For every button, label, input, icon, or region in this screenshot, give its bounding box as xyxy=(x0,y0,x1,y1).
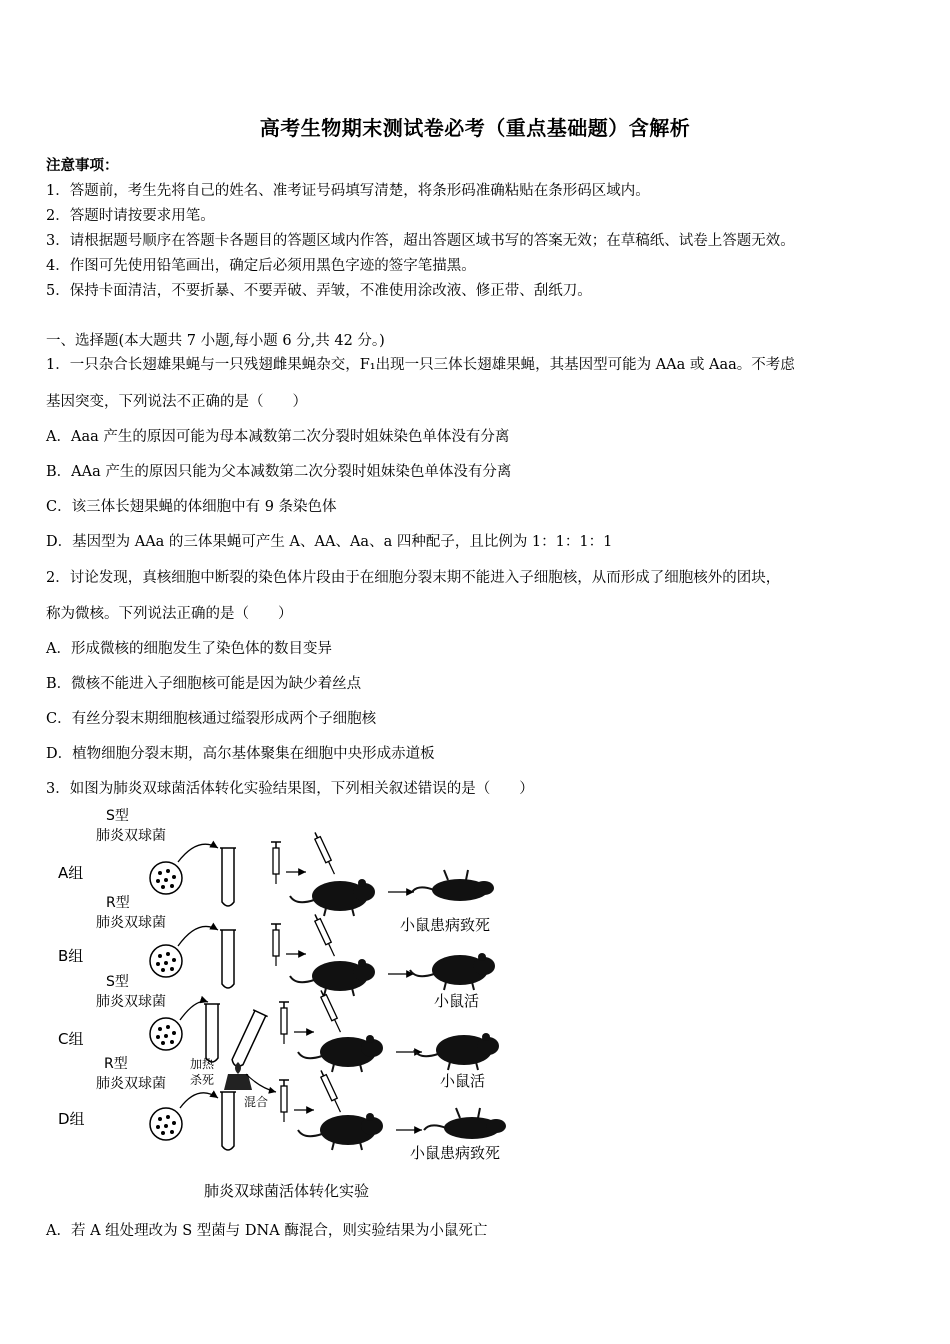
section-heading: 一、选择题(本大题共 7 小题,每小题 6 分,共 42 分。) xyxy=(46,333,385,349)
dead-mouse-icon xyxy=(412,870,494,901)
result-label-d: 小鼠患病致死 xyxy=(410,1144,501,1162)
group-label-b: B组 xyxy=(58,947,84,965)
s-bacteria-label: 肺炎双球菌 xyxy=(96,828,166,844)
petri-dish-icon xyxy=(150,862,182,894)
injection-syringe-icon xyxy=(315,832,335,874)
result-label-a: 小鼠患病致死 xyxy=(400,916,491,934)
test-tube-icon xyxy=(220,848,236,906)
r-type-label: R型 xyxy=(104,1056,128,1072)
mouse-icon xyxy=(414,1033,499,1070)
mouse-icon xyxy=(298,1035,383,1072)
petri-dish-icon xyxy=(150,945,182,977)
injection-syringe-icon xyxy=(321,990,341,1032)
notice-item: 1．答题前，考生先将自己的姓名、准考证号码填写清楚，将条形码准确粘贴在条形码区域内。 xyxy=(46,183,650,199)
syringe-icon xyxy=(271,924,281,966)
result-label-b: 小鼠活 xyxy=(434,992,480,1010)
mouse-icon xyxy=(410,953,495,990)
notice-item: 4．作图可先使用铅笔画出，确定后必须用黑色字迹的签字笔描黑。 xyxy=(46,258,476,274)
question-2-option-a: A．形成微核的细胞发生了染色体的数目变异 xyxy=(46,641,332,657)
group-label-d: D组 xyxy=(58,1110,85,1128)
r-type-label: R型 xyxy=(106,895,130,911)
dead-mouse-icon xyxy=(424,1108,506,1139)
question-3-option-a: A．若 A 组处理改为 S 型菌与 DNA 酶混合，则实验结果为小鼠死亡 xyxy=(46,1223,488,1239)
injection-syringe-icon xyxy=(321,1070,341,1112)
s-type-label: S型 xyxy=(106,974,129,990)
test-tube-icon xyxy=(204,1004,220,1062)
kill-label: 杀死 xyxy=(190,1073,215,1087)
question-1-option-b: B．AAa 产生的原因只能为父本减数第二次分裂时姐妹染色单体没有分离 xyxy=(46,464,512,480)
question-1-option-a: A．Aaa 产生的原因可能为母本减数第二次分裂时姐妹染色单体没有分离 xyxy=(46,429,510,445)
question-1-stem-cont: 基因突变，下列说法不正确的是（ ） xyxy=(46,394,307,410)
syringe-icon xyxy=(279,1002,289,1044)
r-bacteria-label: 肺炎双球菌 xyxy=(96,1076,166,1092)
injection-syringe-icon xyxy=(315,914,335,956)
mouse-icon xyxy=(290,879,375,916)
group-label-c: C组 xyxy=(58,1030,84,1048)
mix-label: 混合 xyxy=(244,1095,269,1109)
s-bacteria-label: 肺炎双球菌 xyxy=(96,994,166,1010)
document-title: 高考生物期末测试卷必考（重点基础题）含解析 xyxy=(259,116,691,140)
transformation-experiment-figure xyxy=(48,806,528,1206)
question-1-option-d: D．基因型为 AAa 的三体果蝇可产生 A、AA、Aa、a 四种配子，且比例为 1：1：1：1 xyxy=(46,534,613,550)
result-label-c: 小鼠活 xyxy=(440,1072,486,1090)
question-2-stem-cont: 称为微核。下列说法正确的是（ ） xyxy=(46,606,293,622)
question-2-stem: 2．讨论发现，真核细胞中断裂的染色体片段由于在细胞分裂末期不能进入子细胞核，从而形成了细胞核外的团块， xyxy=(46,570,781,586)
question-3-stem: 3．如图为肺炎双球菌活体转化实验结果图，下列相关叙述错误的是（ ） xyxy=(46,781,534,797)
r-bacteria-label: 肺炎双球菌 xyxy=(96,915,166,931)
syringe-icon xyxy=(279,1080,289,1122)
test-tube-icon xyxy=(220,1092,236,1150)
figure-caption: 肺炎双球菌活体转化实验 xyxy=(204,1182,370,1200)
notice-item: 2．答题时请按要求用笔。 xyxy=(46,208,215,224)
petri-dish-icon xyxy=(150,1018,182,1050)
notice-item: 5．保持卡面清洁，不要折暴、不要弄破、弄皱，不准使用涂改液、修正带、刮纸刀。 xyxy=(46,283,592,299)
question-2-option-c: C．有丝分裂末期细胞核通过缢裂形成两个子细胞核 xyxy=(46,711,377,727)
syringe-icon xyxy=(271,842,281,884)
question-2-option-d: D．植物细胞分裂末期，高尔基体聚集在细胞中央形成赤道板 xyxy=(46,746,435,762)
notice-heading: 注意事项： xyxy=(46,157,119,174)
mouse-icon xyxy=(290,959,375,996)
notice-item: 3．请根据题号顺序在答题卡各题目的答题区域内作答，超出答题区域书写的答案无效；在草稿纸、试卷上答题无效。 xyxy=(46,233,795,249)
petri-dish-icon xyxy=(150,1108,182,1140)
question-2-option-b: B．微核不能进入子细胞核可能是因为缺少着丝点 xyxy=(46,676,362,692)
tilted-test-tube-icon xyxy=(229,1010,268,1069)
question-1-option-c: C．该三体长翅果蝇的体细胞中有 9 条染色体 xyxy=(46,499,337,515)
test-tube-icon xyxy=(220,930,236,988)
group-label-a: A组 xyxy=(58,864,84,882)
s-type-label: S型 xyxy=(106,808,129,824)
question-1-stem: 1．一只杂合长翅雄果蝇与一只残翅雌果蝇杂交，F₁出现一只三体长翅雄果蝇，其基因型可能为 AAa 或 Aaa。不考虑 xyxy=(46,357,795,373)
heat-label: 加热 xyxy=(190,1057,215,1071)
mouse-icon xyxy=(298,1113,383,1150)
